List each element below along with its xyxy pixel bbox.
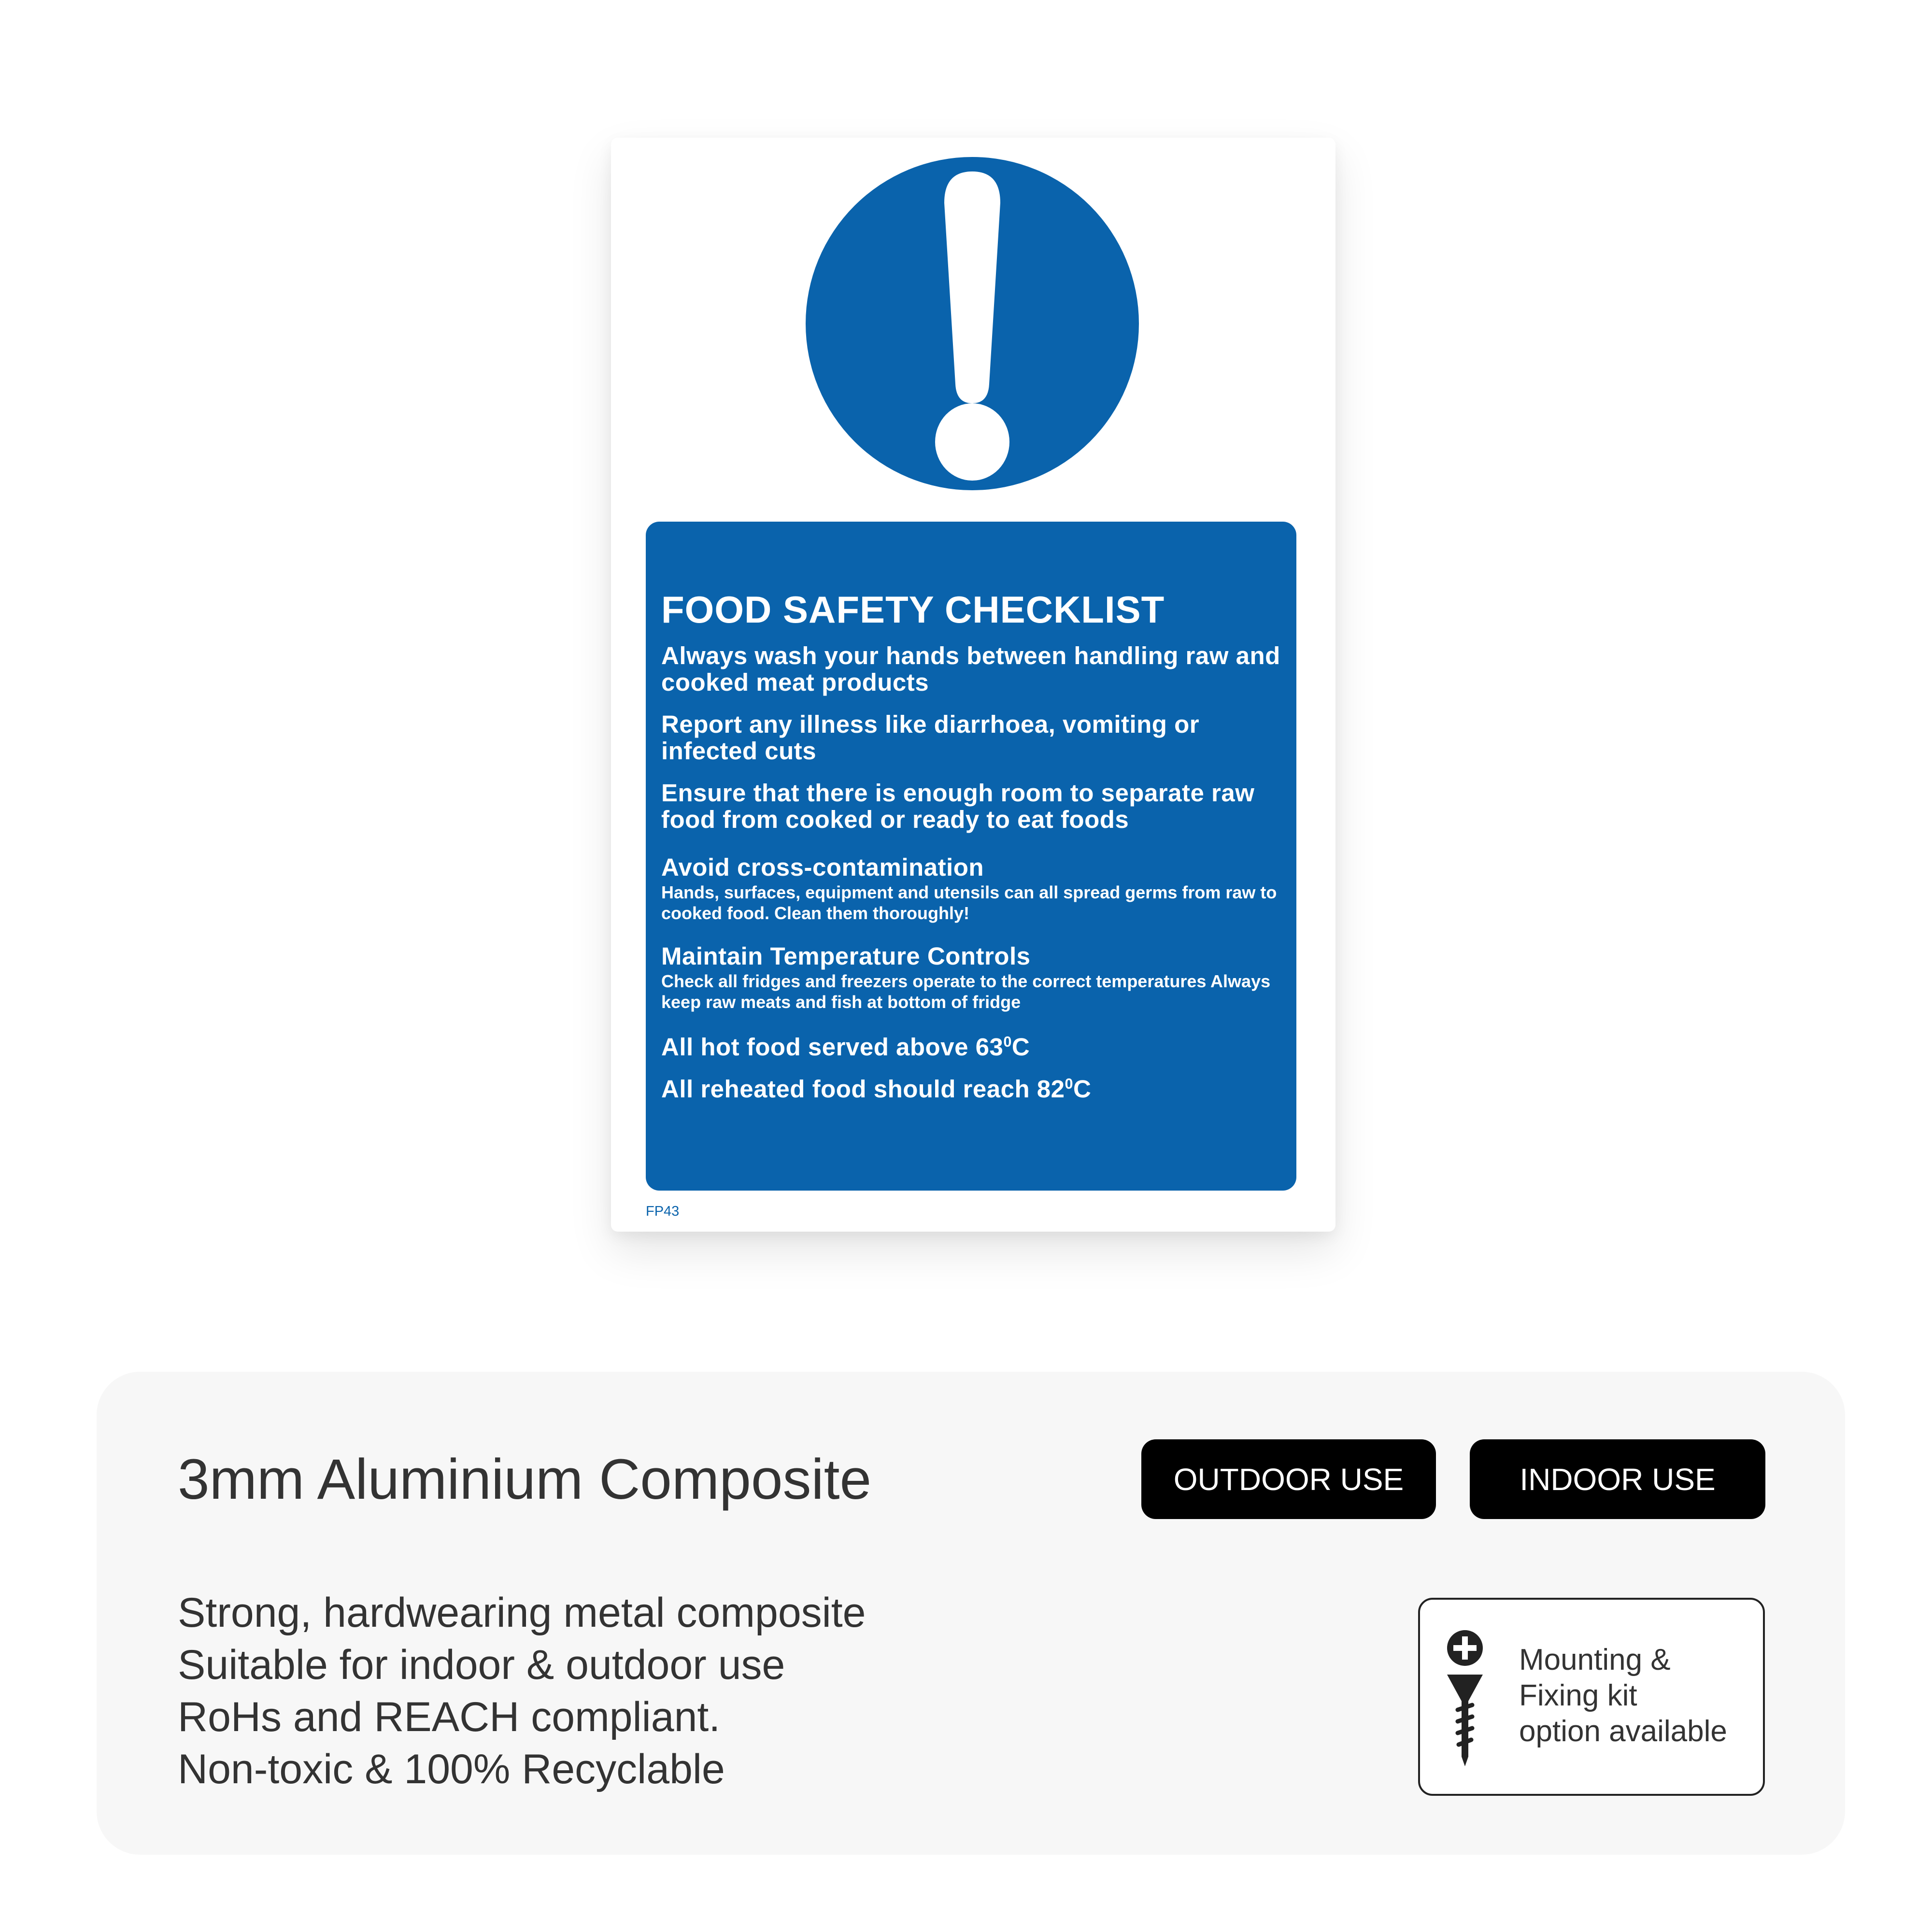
- mounting-kit-text: [1519, 1642, 1727, 1749]
- mounting-kit-box: [1418, 1598, 1765, 1796]
- mounting-kit-line: Mounting &: [1519, 1643, 1671, 1676]
- indoor-use-badge: INDOOR USE: [1470, 1439, 1765, 1519]
- feature-item: Strong, hardwearing metal composite: [178, 1590, 866, 1636]
- checklist-item-hot-food: [661, 1034, 1283, 1060]
- checklist-item-reheated-food: [661, 1076, 1283, 1102]
- material-title: 3mm Aluminium Composite: [178, 1448, 872, 1511]
- checklist-item-head: Always wash your hands between handling raw and cooked meat products: [661, 641, 1280, 696]
- reheated-food-degree: 0: [1065, 1076, 1074, 1093]
- checklist-item: [661, 642, 1283, 696]
- product-info-card: [97, 1372, 1845, 1855]
- checklist-item-detail: Hands, surfaces, equipment and utensils can all spread germs from raw to cooked food. Clean them thoroughly!: [661, 882, 1277, 923]
- checklist-item: [661, 854, 1283, 923]
- checklist-item: [661, 943, 1283, 1012]
- checklist-item: [661, 711, 1283, 764]
- hot-food-text: All hot food served above 63: [661, 1033, 1004, 1061]
- hot-food-unit: C: [1011, 1033, 1030, 1061]
- reheated-food-text: All reheated food should reach 82: [661, 1075, 1065, 1103]
- outdoor-use-badge: OUTDOOR USE: [1141, 1439, 1436, 1519]
- exclamation-mark-icon: [806, 157, 1139, 490]
- hot-food-degree: 0: [1003, 1034, 1012, 1051]
- mounting-kit-line: option available: [1519, 1715, 1727, 1748]
- feature-item: Suitable for indoor & outdoor use: [178, 1642, 785, 1688]
- checklist-item-head: Report any illness like diarrhoea, vomiting or infected cuts: [661, 710, 1200, 765]
- checklist-item-head: Maintain Temperature Controls: [661, 942, 1031, 970]
- feature-item: Non-toxic & 100% Recyclable: [178, 1746, 725, 1792]
- screw-icon: [1443, 1629, 1487, 1769]
- checklist-panel: [646, 522, 1296, 1191]
- checklist-item-head: Ensure that there is enough room to separate raw food from cooked or ready to eat foods: [661, 779, 1255, 834]
- feature-item: RoHs and REACH compliant.: [178, 1694, 721, 1740]
- checklist-item-head: Avoid cross-contamination: [661, 853, 984, 881]
- checklist-item-detail: Check all fridges and freezers operate to the correct temperatures Always keep raw meats and fish at bottom of fridge: [661, 971, 1271, 1012]
- checklist-item: [661, 780, 1283, 833]
- feature-list: [178, 1587, 866, 1795]
- product-sign: [611, 138, 1335, 1232]
- mounting-kit-line: Fixing kit: [1519, 1679, 1637, 1712]
- checklist-title: FOOD SAFETY CHECKLIST: [661, 588, 1165, 631]
- sign-code: FP43: [646, 1204, 680, 1219]
- reheated-food-unit: C: [1073, 1075, 1092, 1103]
